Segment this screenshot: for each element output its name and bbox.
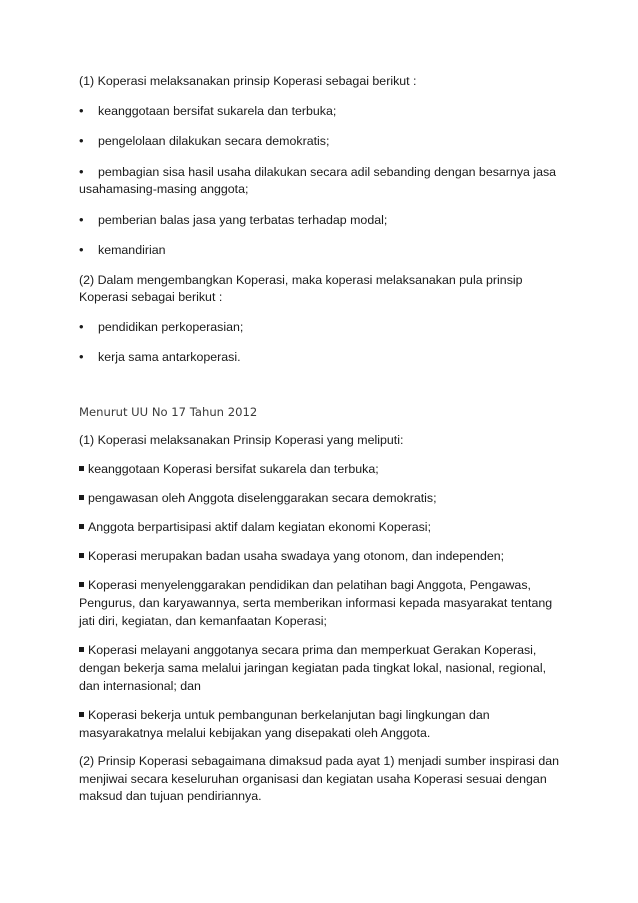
list-item: • kerja sama antarkoperasi. (79, 349, 241, 364)
list-item: Koperasi bekerja untuk pembangunan berkelanjutan bagi lingkungan dan masyarakatnya melalui kebijakan yang disepakati oleh Anggota. (79, 708, 490, 740)
bullet-icon: • (79, 211, 84, 227)
list-item: • pemberian balas jasa yang terbatas terhadap modal; (79, 211, 388, 227)
spacer (79, 379, 569, 404)
bullet-icon: • (79, 102, 84, 118)
square-bullet-icon (79, 582, 84, 587)
list-item: • kemandirian (79, 242, 166, 257)
list-item: Anggota berpartisipasi aktif dalam kegiatan ekonomi Koperasi; (79, 518, 569, 536)
list-item: • pembagian sisa hasil usaha dilakukan secara adil sebanding dengan besarnya jasa usahamasing-masing anggota; (79, 163, 557, 196)
list-item: Koperasi melayani anggotanya secara prima dan memperkuat Gerakan Koperasi, dengan bekerja sama melalui jaringan kegiatan pada tingkat lokal, nasional, regional, dan internasional; dan (79, 643, 547, 693)
bullet-icon: • (79, 163, 84, 179)
list-item: Koperasi menyelenggarakan pendidikan dan pelatihan bagi Anggota, Pengawas, Pengurus, dan karyawannya, serta memberikan informasi kepada masyarakat tentang jati diri, kegiatan, dan kemanfaatan Koperasi; (79, 578, 553, 628)
square-bullet-icon (79, 553, 84, 558)
bullet-icon: • (79, 242, 84, 257)
section1-paragraph-2: (2) Dalam mengembangkan Koperasi, maka koperasi melaksanakan pula prinsip Koperasi sebagai berikut : (79, 272, 523, 304)
square-bullet-icon (79, 495, 84, 500)
section1-intro: (1) Koperasi melaksanakan prinsip Koperasi sebagai berikut : (79, 74, 417, 88)
square-bullet-icon (79, 712, 84, 717)
square-bullet-icon (79, 647, 84, 652)
list-item: • pendidikan perkoperasian; (79, 318, 244, 334)
section2-intro: (1) Koperasi melaksanakan Prinsip Koperasi yang meliputi: (79, 432, 404, 447)
list-item: • pengelolaan dilakukan secara demokratis; (79, 133, 330, 148)
section2-closing-paragraph: (2) Prinsip Koperasi sebagaimana dimaksud pada ayat 1) menjadi sumber inspirasi dan menjiwai secara keseluruhan organisasi dan kegiatan usaha Koperasi sesuai dengan maksud dan tujuan pendiriannya. (79, 754, 560, 803)
document-page (79, 73, 569, 806)
list-item: pengawasan oleh Anggota diselenggarakan secara demokratis; (79, 489, 569, 507)
bullet-icon: • (79, 133, 84, 148)
list-item: • keanggotaan bersifat sukarela dan terbuka; (79, 102, 337, 118)
square-bullet-icon (79, 524, 84, 529)
list-item: keanggotaan Koperasi bersifat sukarela dan terbuka; (79, 460, 569, 478)
bullet-icon: • (79, 349, 84, 364)
list-item: Koperasi merupakan badan usaha swadaya yang otonom, dan independen; (79, 547, 569, 565)
square-bullet-icon (79, 466, 84, 471)
bullet-icon: • (79, 318, 84, 334)
section2-heading: Menurut UU No 17 Tahun 2012 (79, 404, 258, 419)
